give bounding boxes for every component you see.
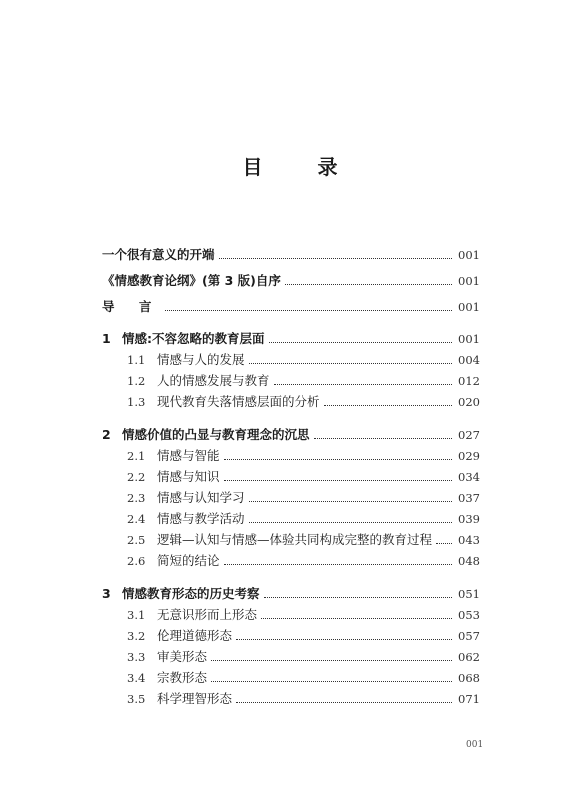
toc-chapter[interactable] (102, 330, 480, 348)
toc-entry-page: 034 (458, 470, 480, 484)
toc-entry-page: 037 (458, 491, 480, 505)
section-number: 2.1 (127, 449, 146, 463)
toc-section[interactable] (127, 669, 480, 687)
toc-chapter[interactable] (102, 426, 480, 444)
toc-entry-label: 现代教育失落情感层面的分析 (157, 394, 320, 409)
toc-entry-page: 001 (458, 274, 480, 288)
toc-entry-page: 001 (458, 332, 480, 346)
toc-entry-label: 情感与教学活动 (157, 511, 245, 526)
toc-entry-label: 审美形态 (157, 649, 208, 664)
page-number: 001 (466, 740, 484, 750)
toc-entry-page: 039 (458, 512, 480, 526)
toc-entry-page: 071 (458, 692, 480, 706)
toc-entry-page: 053 (458, 608, 480, 622)
dot-leader (211, 660, 452, 661)
dot-leader (436, 543, 452, 544)
toc-entry-label: 情感教育形态的历史考察 (122, 586, 260, 601)
dot-leader (224, 459, 452, 460)
toc-entry-label: 情感与知识 (157, 469, 220, 484)
toc-section[interactable] (127, 510, 480, 528)
dot-leader (211, 681, 452, 682)
toc-entry-label: 导 言 (102, 299, 162, 314)
dot-leader (224, 480, 452, 481)
dot-leader (269, 342, 453, 343)
section-number: 3.5 (127, 692, 146, 706)
section-number: 2.2 (127, 470, 146, 484)
toc-entry-page: 029 (458, 449, 480, 463)
dot-leader (264, 597, 452, 598)
toc-entry-page: 020 (458, 395, 480, 409)
toc-entry-page: 043 (458, 533, 480, 547)
section-number: 2.5 (127, 533, 146, 547)
toc-entry-label: 逻辑—认知与情感—体验共同构成完整的教育过程 (157, 532, 433, 547)
section-number: 2.3 (127, 491, 146, 505)
toc-entry-label: 情感与认知学习 (157, 490, 245, 505)
toc-section[interactable] (127, 627, 480, 645)
toc-entry-page: 057 (458, 629, 480, 643)
toc-entry-page: 062 (458, 650, 480, 664)
toc-entry[interactable] (102, 246, 480, 264)
section-number: 3.2 (127, 629, 146, 643)
toc-entry-label: 情感与人的发展 (157, 352, 245, 367)
dot-leader (285, 284, 452, 285)
toc-section[interactable] (127, 606, 480, 624)
toc-section[interactable] (127, 468, 480, 486)
toc-entry-label: 一个很有意义的开端 (102, 247, 215, 262)
dot-leader (274, 384, 452, 385)
toc-section[interactable] (127, 531, 480, 549)
toc-entry[interactable] (102, 298, 480, 316)
toc-section[interactable] (127, 393, 480, 411)
toc-entry-label: 情感价值的凸显与教育理念的沉思 (122, 427, 310, 442)
section-number: 3.1 (127, 608, 146, 622)
dot-leader (314, 438, 452, 439)
dot-leader (236, 639, 452, 640)
dot-leader (324, 405, 452, 406)
dot-leader (249, 363, 452, 364)
toc-entry-page: 001 (458, 300, 480, 314)
toc-entry-label: 伦理道德形态 (157, 628, 233, 643)
toc-entry-label: 简短的结论 (157, 553, 220, 568)
toc-section[interactable] (127, 372, 480, 390)
toc-chapter[interactable] (102, 585, 480, 603)
toc-entry-label: 科学理智形态 (157, 691, 233, 706)
toc-entry-page: 012 (458, 374, 480, 388)
toc-entry-label: 人的情感发展与教育 (157, 373, 270, 388)
dot-leader (261, 618, 452, 619)
toc-entry-page: 048 (458, 554, 480, 568)
toc-section[interactable] (127, 648, 480, 666)
dot-leader (249, 501, 452, 502)
toc-section[interactable] (127, 489, 480, 507)
toc-section[interactable] (127, 690, 480, 708)
dot-leader (165, 310, 452, 311)
section-number: 1.2 (127, 374, 146, 388)
page-title: 目 录 (242, 155, 362, 179)
toc-entry-page: 001 (458, 248, 480, 262)
chapter-number: 2 (102, 427, 111, 442)
toc-entry-page: 004 (458, 353, 480, 367)
dot-leader (249, 522, 452, 523)
dot-leader (219, 258, 452, 259)
section-number: 2.6 (127, 554, 146, 568)
toc-entry-page: 068 (458, 671, 480, 685)
chapter-number: 3 (102, 586, 111, 601)
section-number: 2.4 (127, 512, 146, 526)
toc-entry-page: 027 (458, 428, 480, 442)
section-number: 3.4 (127, 671, 146, 685)
section-number: 1.3 (127, 395, 146, 409)
toc-entry-label: 《情感教育论纲》(第 3 版)自序 (102, 273, 281, 288)
chapter-number: 1 (102, 331, 111, 346)
toc-entry-label: 情感与智能 (157, 448, 220, 463)
toc-entry-label: 宗教形态 (157, 670, 208, 685)
toc-entry-label: 无意识形而上形态 (157, 607, 258, 622)
dot-leader (236, 702, 452, 703)
toc-entry[interactable] (102, 272, 480, 290)
toc-section[interactable] (127, 552, 480, 570)
toc-section[interactable] (127, 447, 480, 465)
section-number: 3.3 (127, 650, 146, 664)
dot-leader (224, 564, 452, 565)
toc-entry-label: 情感:不容忽略的教育层面 (122, 331, 265, 346)
toc-section[interactable] (127, 351, 480, 369)
toc-entry-page: 051 (458, 587, 480, 601)
section-number: 1.1 (127, 353, 146, 367)
